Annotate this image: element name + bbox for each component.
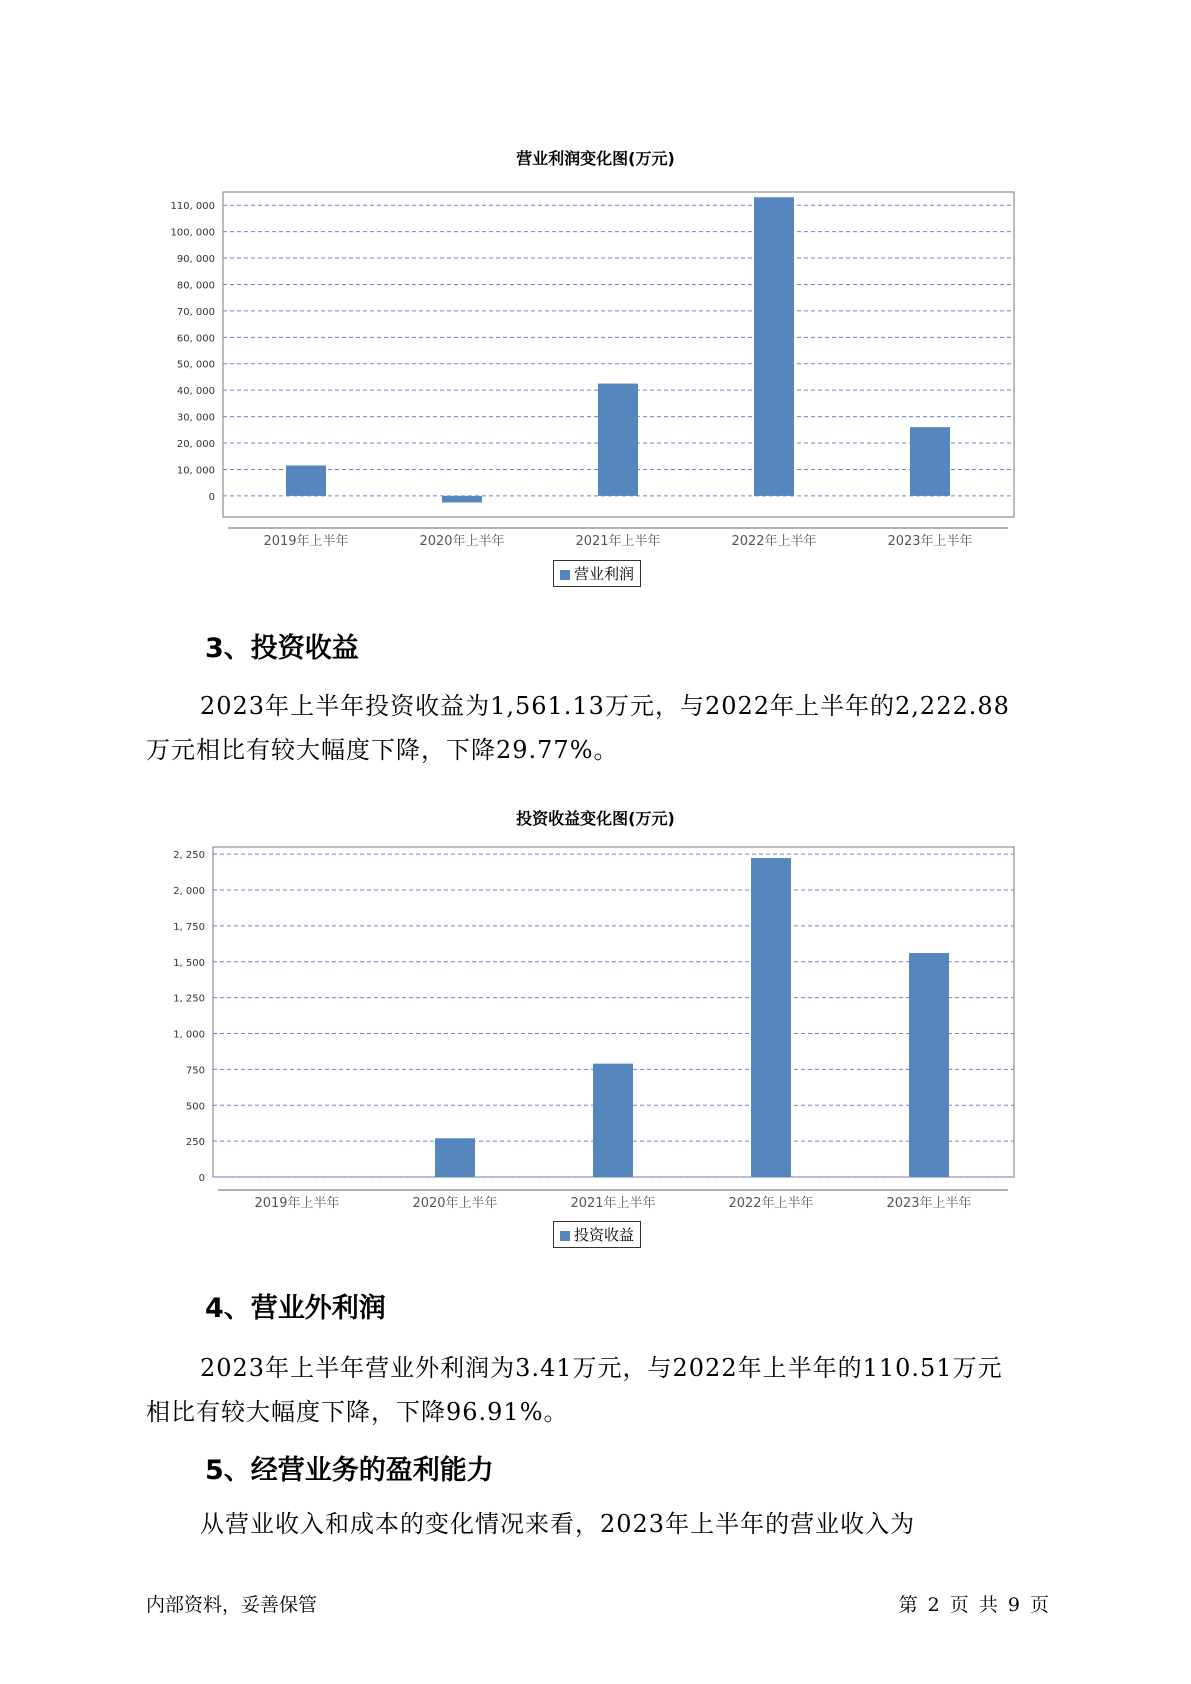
bar [598,384,638,496]
paragraph-line: 万元相比有较大幅度下降，下降29.77%。 [146,736,619,764]
legend-swatch [560,1231,570,1241]
y-tick-label: 90, 000 [176,254,215,266]
y-tick-label: 1, 000 [173,1029,205,1041]
chart-title-operating-profit: 营业利润变化图(万元) [516,149,675,168]
investment-income-chart [0,660,1191,1220]
legend-label: 营业利润 [574,565,635,583]
legend-operating-profit [553,560,641,587]
bar [751,858,791,1177]
y-tick-label: 500 [185,1101,205,1113]
footer-page-number: 第 2 页 共 9 页 [898,1594,1049,1616]
y-tick-label: 110, 000 [170,201,215,213]
x-tick-label: 2023年上半年 [887,534,973,549]
operating-profit-chart [0,0,1191,560]
y-tick-label: 2, 000 [173,886,205,898]
paragraph-line: 2023年上半年投资收益为1,561.13万元，与2022年上半年的2,222.88 [200,692,1010,720]
y-tick-label: 100, 000 [170,227,215,239]
section-heading-profitability: 5、经营业务的盈利能力 [205,1455,494,1486]
y-tick-label: 250 [185,1137,205,1149]
paragraph-line: 2023年上半年营业外利润为3.41万元，与2022年上半年的110.51万元 [200,1354,1003,1382]
legend-label: 投资收益 [574,1226,635,1244]
bar [910,427,950,496]
footer-confidential-note: 内部资料，妥善保管 [146,1594,318,1616]
y-tick-label: 2, 250 [173,850,205,862]
section-heading-investment-income: 3、投资收益 [205,633,359,664]
y-tick-label: 30, 000 [176,412,215,424]
x-tick-label: 2019年上半年 [263,534,349,549]
bar [442,496,482,503]
y-tick-label: 1, 250 [173,993,205,1005]
paragraph-line: 从营业收入和成本的变化情况来看，2023年上半年的营业收入为 [200,1510,916,1538]
x-tick-label: 2019年上半年 [254,1196,340,1211]
x-tick-label: 2022年上半年 [728,1196,814,1211]
y-tick-label: 80, 000 [176,280,215,292]
y-tick-label: 20, 000 [176,439,215,451]
legend-swatch [560,570,570,580]
y-tick-label: 70, 000 [176,306,215,318]
y-tick-label: 1, 750 [173,921,205,933]
y-tick-label: 0 [208,491,215,503]
bar [754,197,794,496]
legend-investment-income [553,1221,641,1248]
x-tick-label: 2020年上半年 [419,534,505,549]
bar [909,953,949,1177]
y-tick-label: 750 [185,1065,205,1077]
section-heading-non-operating-profit: 4、营业外利润 [205,1293,386,1324]
bar [435,1138,475,1177]
x-tick-label: 2021年上半年 [575,534,661,549]
chart-title-investment-income: 投资收益变化图(万元) [516,809,675,828]
y-tick-label: 0 [198,1173,205,1184]
y-tick-label: 60, 000 [176,333,215,345]
bar [593,1064,633,1177]
bar [286,465,326,495]
paragraph-line: 相比有较大幅度下降，下降96.91%。 [146,1398,569,1426]
x-tick-label: 2021年上半年 [570,1196,656,1211]
x-tick-label: 2022年上半年 [731,534,817,549]
y-tick-label: 10, 000 [176,465,215,477]
y-tick-label: 50, 000 [176,359,215,371]
x-tick-label: 2023年上半年 [886,1196,972,1211]
y-tick-label: 40, 000 [176,386,215,398]
y-tick-label: 1, 500 [173,957,205,969]
paragraph-non-operating-profit [146,1346,1046,1434]
x-tick-label: 2020年上半年 [412,1196,498,1211]
paragraph-profitability [146,1502,1046,1546]
